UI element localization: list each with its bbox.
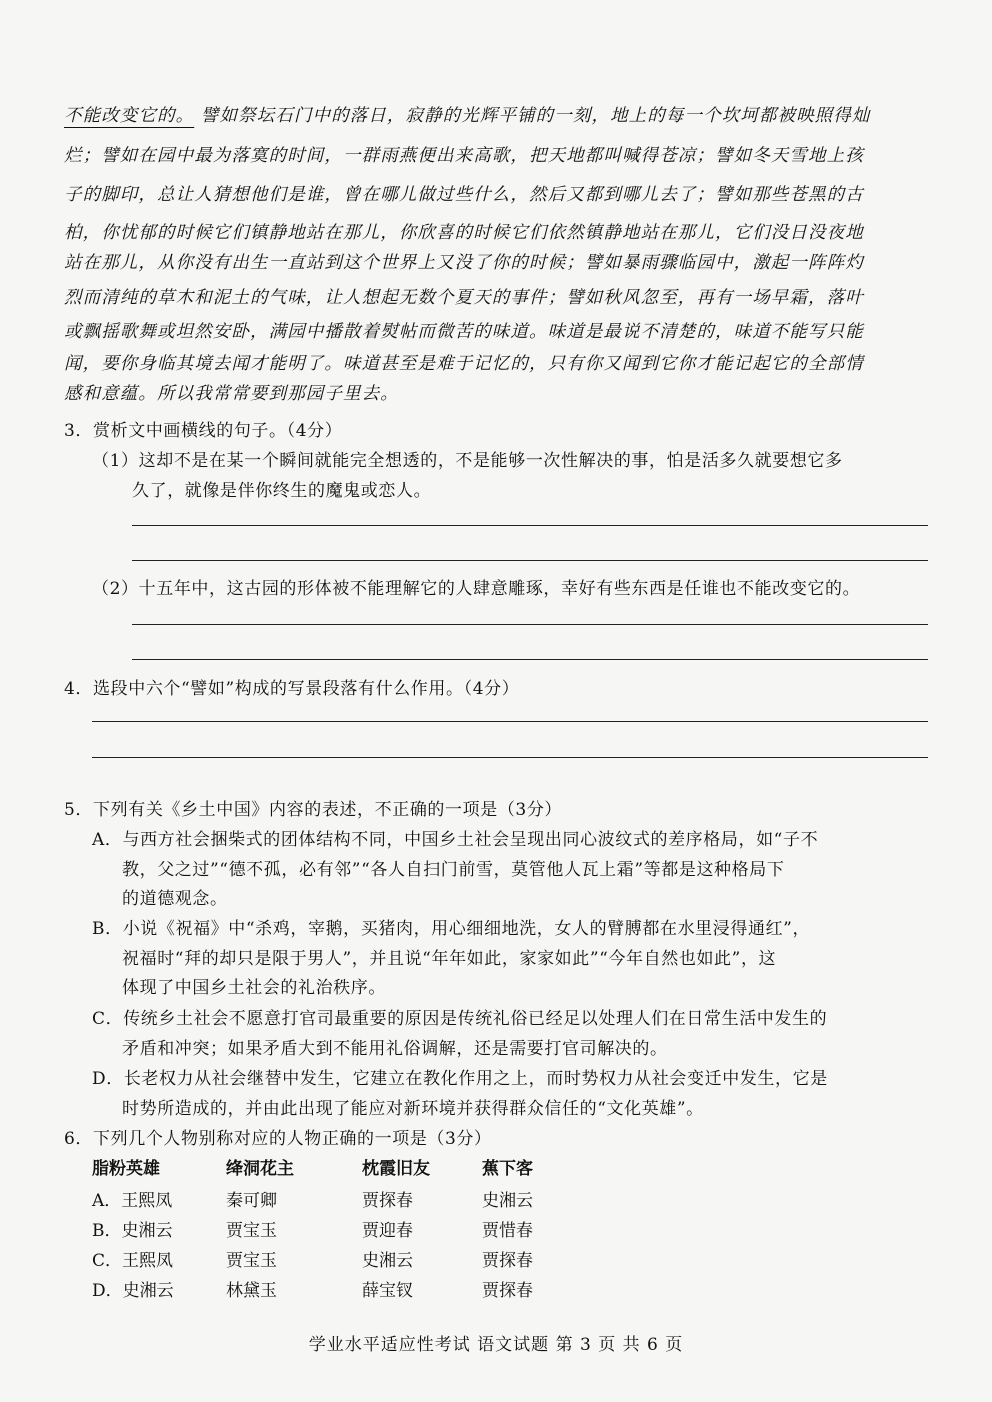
passage-line: 站在那儿，从你没有出生一直站到这个世界上又没了你的时候；譬如暴雨骤临园中，激起一阵阵灼 [64,253,864,273]
page-footer: 学业水平适应性考试 语文试题 第 3 页 共 6 页 [308,1335,684,1355]
question-stem: 3．赏析文中画横线的句子。（4分） [64,421,343,441]
passage-line: 烈而清纯的草木和泥土的气味，让人想起无数个夏天的事件；譬如秋风忽至，再有一场早霜，落叶 [64,288,864,308]
answer-line[interactable] [132,560,928,561]
table-cell: C．王熙凤 [92,1251,174,1271]
option-b-cont: 祝福时“拜的却只是限于男人”，并且说“年年如此，家家如此”“今年自然也如此”，这 [122,949,777,969]
passage-line: 柏，你忧郁的时候它们镇静地站在那儿，你欣喜的时候它们依然镇静地站在那儿，它们没日没夜地 [64,223,864,243]
option-c-cont: 矛盾和冲突；如果矛盾大到不能用礼俗调解，还是需要打官司解决的。 [122,1039,668,1059]
table-cell: 林黛玉 [226,1281,277,1301]
question-stem: 5．下列有关《乡土中国》内容的表述，不正确的一项是（3分） [64,800,563,820]
table-cell: 史湘云 [362,1251,413,1271]
option-a-cont: 的道德观念。 [122,889,228,909]
passage-line: 烂；譬如在园中最为落寞的时间，一群雨燕便出来高歌，把天地都叫喊得苍凉；譬如冬天雪地上孩 [64,146,864,166]
sub-question-1-cont: 久了，就像是伴你终生的魔鬼或恋人。 [132,481,432,501]
table-cell: 贾惜春 [482,1221,533,1241]
passage-line: 子的脚印，总让人猜想他们是谁，曾在哪儿做过些什么，然后又都到哪儿去了；譬如那些苍黑的古 [64,185,864,205]
answer-line[interactable] [132,525,928,526]
sub-question-2: （2）十五年中，这古园的形体被不能理解它的人肆意雕琢，幸好有些东西是任谁也不能改变它的。 [92,579,861,599]
table-cell: 贾迎春 [362,1221,413,1241]
passage-line: 不能改变它的。 譬如祭坛石门中的落日，寂静的光辉平铺的一刻，地上的每一个坎坷都被映照得灿 [64,106,871,126]
option-a: A．与西方社会捆柴式的团体结构不同，中国乡土社会呈现出同心波纹式的差序格局，如“子不 [92,830,819,850]
passage-line: 或飘摇歌舞或坦然安卧，满园中播散着熨帖而微苦的味道。味道是最说不清楚的，味道不能写只能 [64,322,864,342]
table-cell: B．史湘云 [92,1221,173,1241]
option-d: D．长老权力从社会继替中发生，它建立在教化作用之上，而时势权力从社会变迁中发生，它是 [92,1069,828,1089]
table-cell: 史湘云 [482,1191,533,1211]
table-header: 枕霞旧友 [362,1159,430,1179]
table-cell: 贾探春 [482,1281,533,1301]
option-a-cont: 教，父之过”“德不孤，必有邻”“各人自扫门前雪，莫管他人瓦上霜”等都是这种格局下 [122,860,785,880]
passage-line: 感和意蕴。所以我常常要到那园子里去。 [64,384,399,404]
answer-line[interactable] [92,757,928,758]
sub-question-1: （1）这却不是在某一个瞬间就能完全想透的，不是能够一次性解决的事，怕是活多久就要想它多 [92,451,843,471]
option-d-cont: 时势所造成的，并由此出现了能应对新环境并获得群众信任的“文化英雄”。 [122,1099,704,1119]
table-header: 绛洞花主 [226,1159,294,1179]
table-cell: 秦可卿 [226,1191,277,1211]
option-c: C．传统乡土社会不愿意打官司最重要的原因是传统礼俗已经足以处理人们在日常生活中发生的 [92,1009,828,1029]
table-header: 脂粉英雄 [92,1159,160,1179]
answer-line[interactable] [132,624,928,625]
table-cell: A．王熙凤 [92,1191,173,1211]
question-stem: 6．下列几个人物别称对应的人物正确的一项是（3分） [64,1129,492,1149]
table-cell: D．史湘云 [92,1281,174,1301]
question-stem: 4．选段中六个“譬如”构成的写景段落有什么作用。（4分） [64,679,520,699]
option-b: B．小说《祝福》中“杀鸡，宰鹅，买猪肉，用心细细地洗，女人的臂膊都在水里浸得通红”， [92,919,811,939]
answer-line[interactable] [92,721,928,722]
table-header: 蕉下客 [482,1159,533,1179]
underlined-sentence: 不能改变它的。 [64,106,195,126]
table-cell: 贾宝玉 [226,1251,277,1271]
table-cell: 贾宝玉 [226,1221,277,1241]
option-b-cont: 体现了中国乡土社会的礼治秩序。 [122,978,386,998]
passage-line: 闻，要你身临其境去闻才能明了。味道甚至是难于记忆的，只有你又闻到它你才能记起它的全部情 [64,354,864,374]
table-cell: 贾探春 [362,1191,413,1211]
table-cell: 薛宝钗 [362,1281,413,1301]
table-cell: 贾探春 [482,1251,533,1271]
answer-line[interactable] [132,659,928,660]
